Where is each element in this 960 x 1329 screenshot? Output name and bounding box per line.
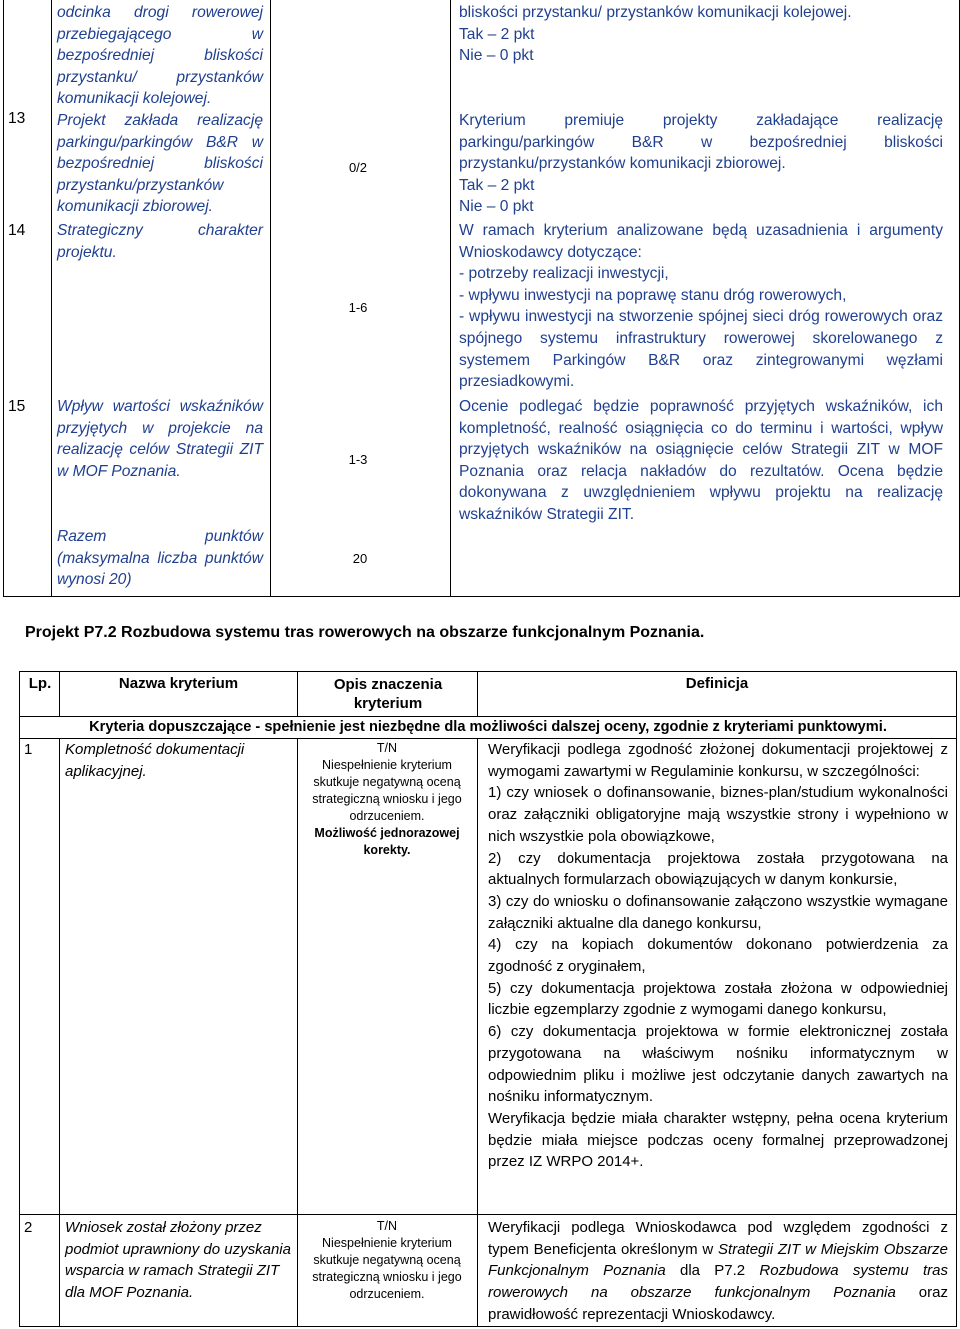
row-number: 1	[24, 741, 33, 758]
criterion-definition: Weryfikacji podlega zgodność złożonej dokumentacji projektowej z wymogami zawartymi w Regulaminie konkursu, w szczególności: 1) czy wniosek o dofinansowanie, biznes-plan/studium wykonalności oraz załączniki obligatoryjne mają wszystkie strony i wypełniono w nich wszystkie pola obowiązkowe, 2) czy dokumentacja projektowa została przygotowana na aktualnych formularzach obowiązujących w danym konkursie, 3) czy do wniosku o dofinansowanie załączono wszystkie wymagane załączniki aktualne dla danego konkursu, 4) czy na kopiach dokumentów dokonano potwierdzenia za zgodność z oryginałem, 5) czy dokumentacja projektowa została złożona w odpowiedniej liczbie egzemplarzy zgodnie z wymogami danego konkursu, 6) czy dokumentacja projektowa w formie elektronicznej została przygotowana na właściwym nośniku informatycznym w odpowiednim pliku i możliwe jest odczytanie danych zawartych na nośniku informatycznym. Weryfikacja będzie miała charakter wstępny, pełna ocena kryterium będzie miała miejsce podczas oceny formalnej przeprowadzonej przez IZ WRPO 2014+.	[488, 741, 948, 1171]
column-divider	[450, 0, 451, 596]
criterion-score: 0/2	[348, 160, 368, 175]
criterion-description: W ramach kryterium analizowane będą uzasadnienia i argumenty Wnioskodawcy dotyczące: - potrzeby realizacji inwestycji, - wpływu inwestycji na poprawę stanu dróg rowerowych, - wpływu inwestycji na stworzenie spójnej sieci dróg rowerowych oraz spójnego systemu infrastruktury rowerowej skorelowanego z systemem Parkingów B&R oraz zintegrowanymi węzłami przesiadkowymi.	[459, 222, 943, 391]
criterion-definition: Weryfikacji podlega Wnioskodawca pod względem zgodności z typem Beneficjenta określonym w Strategii ZIT w Miejskim Obszarze Funkcjonalnym Poznania dla P7.2 Rozbudowa systemu tras rowerowych na obszarze funkcjonalnym Poznania oraz prawidłowość reprezentacji Wnioskodawcy.	[488, 1219, 948, 1323]
column-divider	[297, 671, 298, 716]
criterion-meaning: T/N Niespełnienie kryterium skutkuje negatywną oceną strategiczną wniosku i jego odrzuceniem.	[312, 1219, 462, 1301]
row-divider	[19, 1214, 957, 1215]
criterion-meaning: T/N Niespełnienie kryterium skutkuje negatywną oceną strategiczną wniosku i jego odrzuceniem. Możliwość jednorazowej korekty.	[312, 741, 462, 857]
row-number: 2	[24, 1219, 33, 1236]
criterion-name: Wniosek został złożony przez podmiot uprawniony do uzyskania wsparcia w ramach Strategii ZIT dla MOF Poznania.	[65, 1219, 291, 1302]
total-value: 20	[352, 551, 368, 566]
criterion-description-continued: bliskości przystanku/ przystanków komunikacji kolejowej. Tak – 2 pkt Nie – 0 pkt	[459, 4, 852, 65]
column-divider	[297, 738, 298, 1327]
criterion-name-continued: odcinka drogi rowerowej przebiegającego w bezpośredniej bliskości przystanku/ przystanków komunikacji kolejowej.	[57, 4, 263, 108]
row-number: 13	[8, 110, 26, 127]
group-title: Kryteria dopuszczające - spełnienie jest niezbędne dla możliwości dalszej oceny, zgodnie z kryteriami punktowymi.	[89, 719, 887, 735]
criterion-score: 1-3	[348, 452, 368, 467]
column-divider	[51, 0, 52, 596]
header-definition: Definicja	[685, 675, 749, 692]
header-name: Nazwa kryterium	[118, 675, 239, 692]
criterion-description: Kryterium premiuje projekty zakładające realizację parkingu/parkingów B&R w bezpośredniej bliskości przystanku/przystanków komunikacji zbiorowej. Tak – 2 pkt Nie – 0 pkt	[459, 112, 943, 216]
header-meaning: Opis znaczenia kryterium	[333, 676, 443, 712]
criterion-score: 1-6	[348, 300, 368, 315]
criterion-description: Ocenie podlegać będzie poprawność przyjętych wskaźników, ich kompletność, realność osiągnięcia co do terminu i wartości, wpływ przyjętych wskaźników na osiągnięcie celów Strategii ZIT w MOF Poznania oraz relacja nakładów do rezultatów. Ocena będzie dokonywana z uwzględnieniem wpływu projektu na realizację wskaźników Strategii ZIT.	[459, 398, 943, 523]
total-label: Razem punktów (maksymalna liczba punktów wynosi 20)	[57, 528, 263, 589]
section-heading: Projekt P7.2 Rozbudowa systemu tras rowerowych na obszarze funkcjonalnym Poznania.	[25, 624, 705, 641]
column-divider	[270, 0, 271, 596]
column-divider	[477, 738, 478, 1327]
column-divider	[59, 738, 60, 1327]
criterion-name: Kompletność dokumentacji aplikacyjnej.	[65, 741, 245, 780]
row-number: 14	[8, 222, 26, 239]
row-divider	[19, 716, 957, 717]
criterion-name: Wpływ wartości wskaźników przyjętych w projekcie na realizację celów Strategii ZIT w MOF Poznania.	[57, 398, 263, 480]
header-lp: Lp.	[28, 675, 52, 692]
criterion-name: Strategiczny charakter projektu.	[57, 222, 263, 261]
row-number: 15	[8, 398, 26, 415]
criterion-name: Projekt zakłada realizację parkingu/parkingów B&R w bezpośredniej bliskości przystanku/przystanków komunikacji zbiorowej.	[57, 112, 263, 216]
